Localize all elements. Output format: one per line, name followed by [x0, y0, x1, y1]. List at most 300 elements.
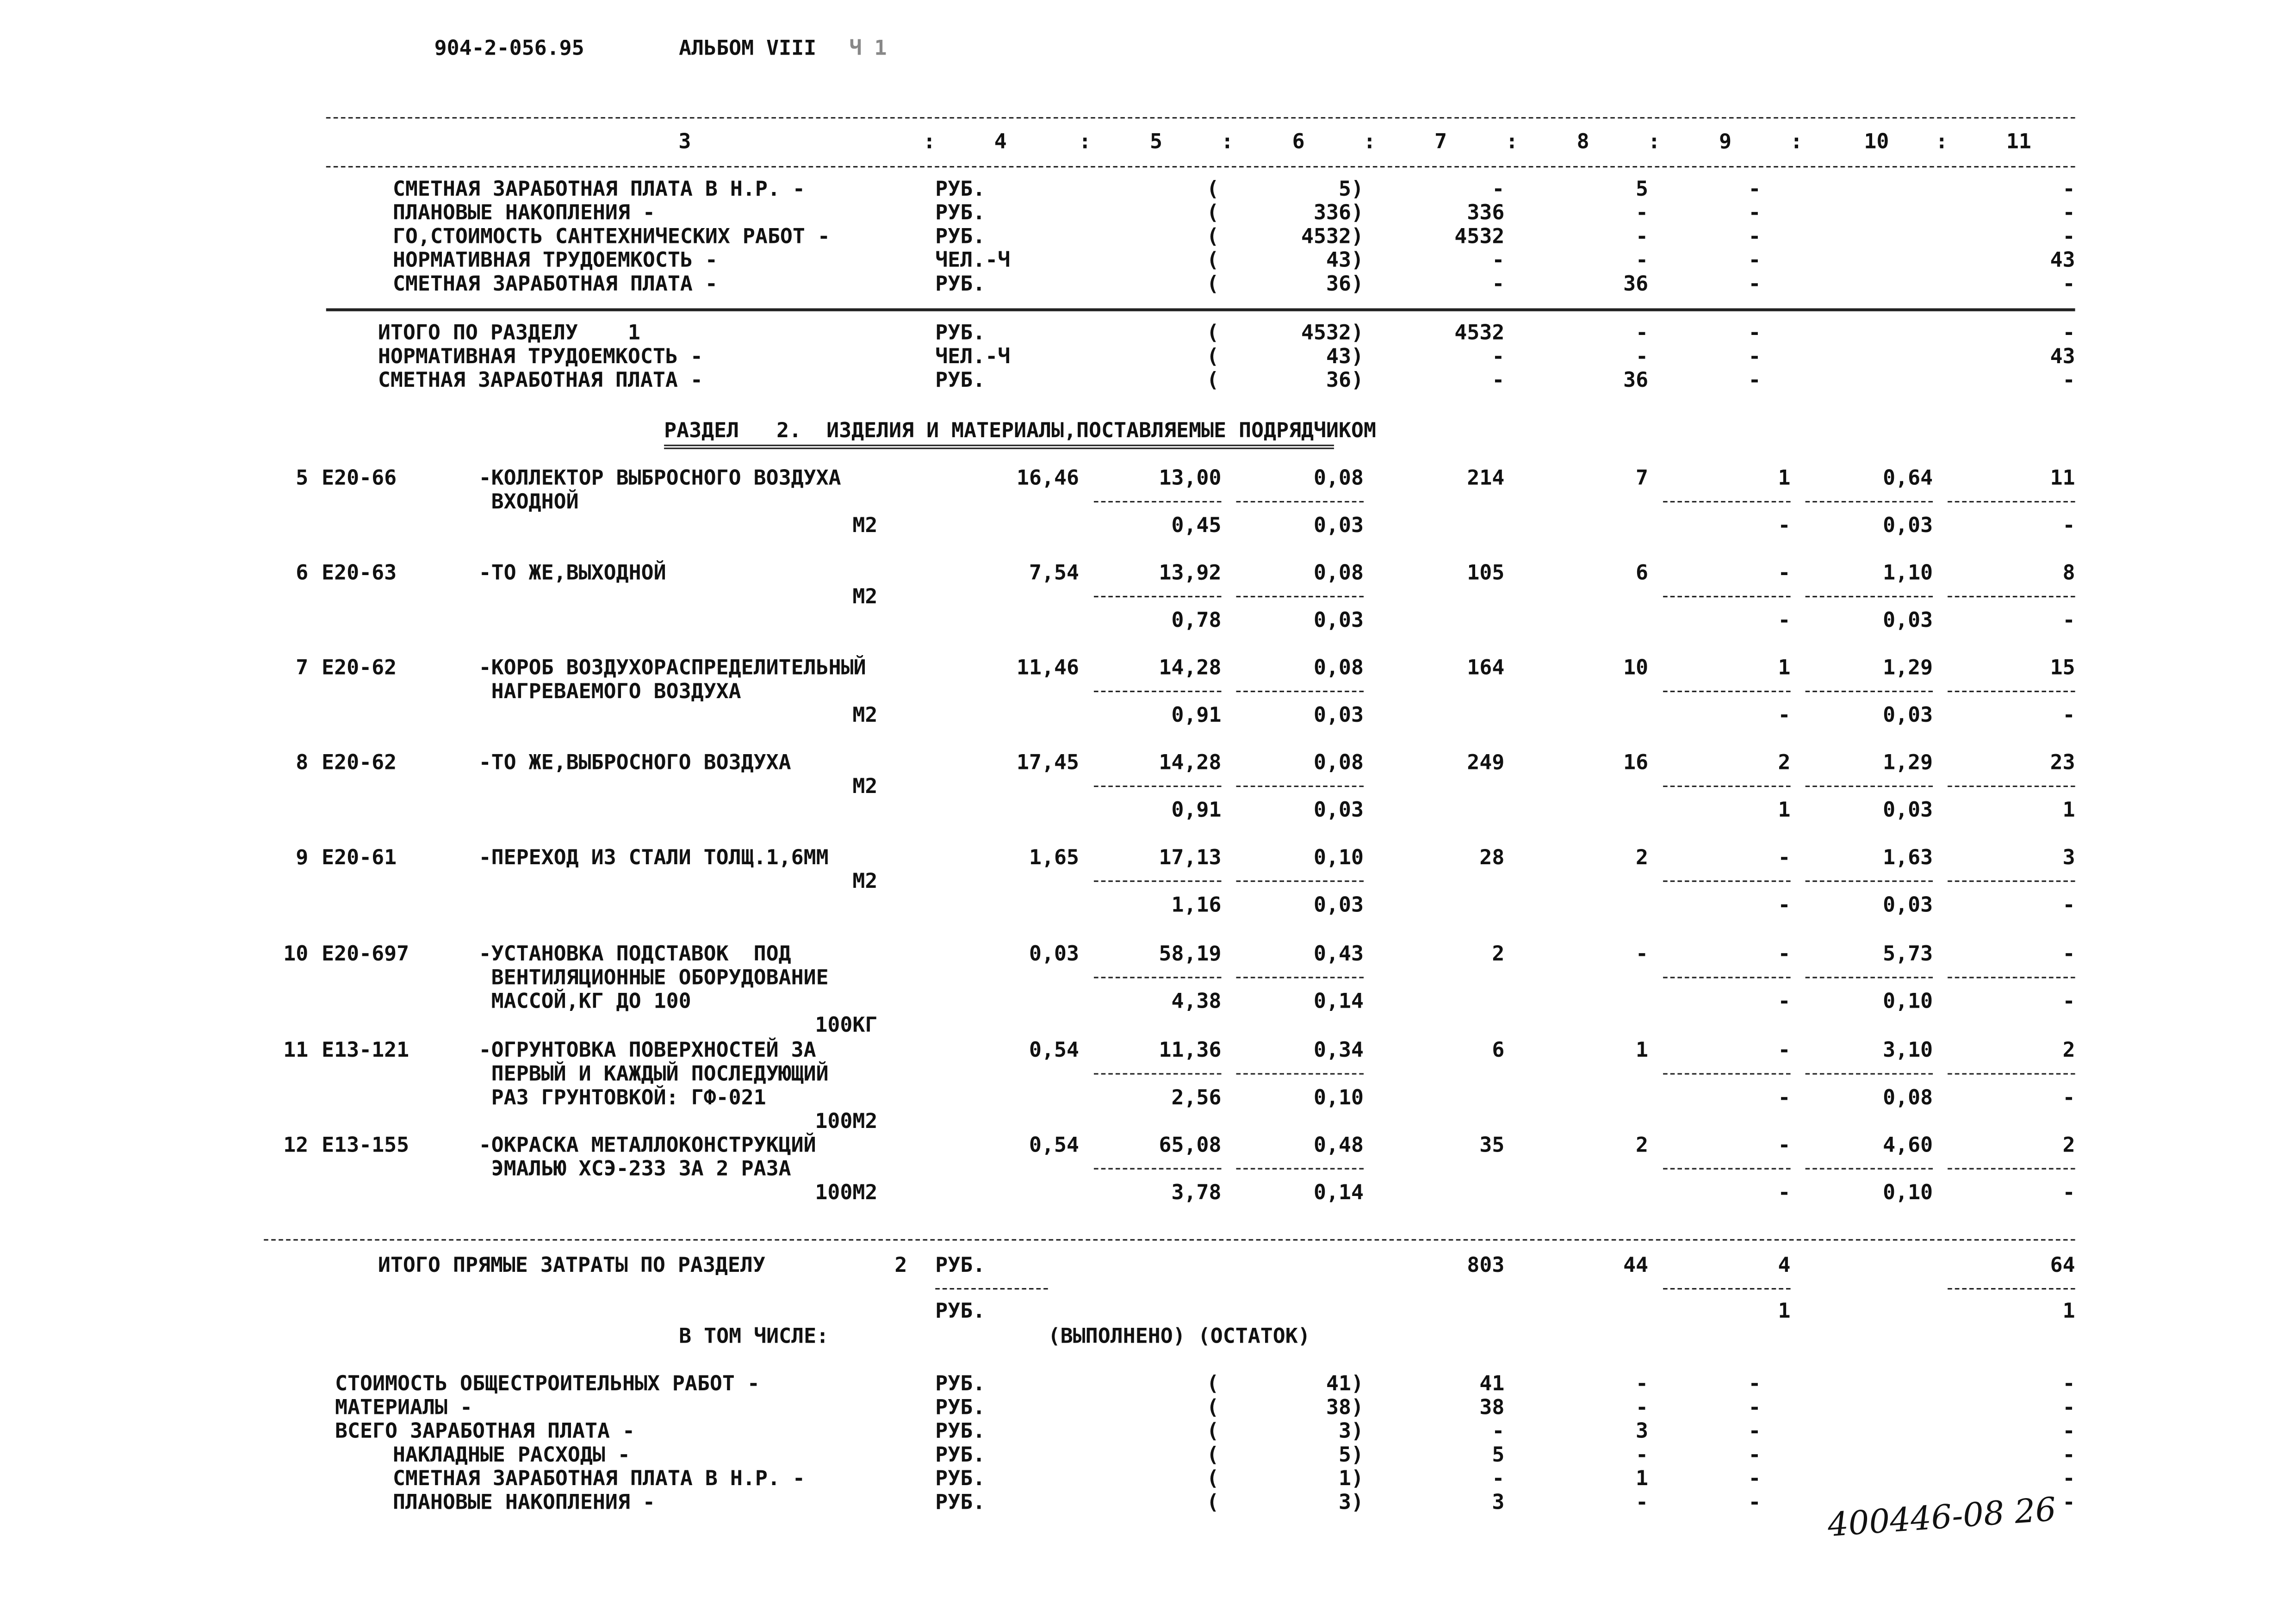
item-col6-rule	[1236, 880, 1364, 882]
item-col9: 1	[1778, 467, 1791, 491]
item-col9-rule	[1663, 501, 1790, 502]
item-col9-rule	[1663, 691, 1790, 692]
item-col5-sub: 3,78	[1171, 1181, 1222, 1205]
summary-amount: 1)	[1339, 1467, 1364, 1491]
summary-paren: (	[1206, 322, 1219, 346]
column-separator: :	[1505, 130, 1518, 155]
item-number: 8	[296, 751, 309, 775]
summary-col8: 1	[1636, 1467, 1649, 1491]
item-col11-rule	[1948, 977, 2075, 978]
album-part-mark: Ч 1	[849, 37, 887, 61]
item-col11: 11	[2050, 467, 2075, 491]
summary-col7: -	[1492, 249, 1505, 273]
item-col10-rule	[1806, 501, 1933, 502]
item-col9-sub: 1	[1778, 799, 1791, 823]
summary-col9: -	[1748, 1420, 1761, 1444]
item-unit: М2	[852, 775, 878, 799]
total-col8: 44	[1623, 1254, 1649, 1278]
item-col11-rule	[1948, 596, 2075, 597]
summary-col9: -	[1748, 273, 1761, 297]
summary-col8: 5	[1636, 178, 1649, 202]
summary-col7: -	[1492, 1467, 1505, 1491]
summary-unit: ЧЕЛ.-Ч	[935, 345, 1011, 369]
item-name-line: -ПЕРЕХОД ИЗ СТАЛИ ТОЛЩ.1,6ММ	[478, 846, 829, 870]
item-name-line: ЭМАЛЬЮ ХСЭ-233 ЗА 2 РАЗА	[478, 1158, 791, 1182]
item-col11: 15	[2050, 657, 2075, 681]
summary-label: НОРМАТИВНАЯ ТРУДОЕМКОСТЬ -	[378, 345, 703, 369]
item-col9-sub: -	[1778, 1181, 1791, 1205]
summary-col9: -	[1748, 249, 1761, 273]
item-col11: -	[2062, 942, 2075, 966]
item-col9-rule	[1663, 977, 1790, 978]
item-col4: 0,03	[1029, 942, 1080, 966]
section-2-title: РАЗДЕЛ 2. ИЗДЕЛИЯ И МАТЕРИАЛЫ,ПОСТАВЛЯЕМЫЕ ПОДРЯДЧИКОМ	[664, 419, 1377, 443]
item-col8: 1	[1636, 1039, 1649, 1063]
item-col6-sub: 0,03	[1314, 514, 1364, 538]
item-col5-sub: 4,38	[1171, 990, 1222, 1014]
total-unit-2: РУБ.	[935, 1300, 986, 1324]
summary-amount: 38)	[1326, 1396, 1364, 1420]
item-col5: 58,19	[1159, 942, 1222, 966]
column-number-7: 7	[1434, 130, 1447, 155]
column-separator: :	[1935, 130, 1948, 155]
summary-label: НОРМАТИВНАЯ ТРУДОЕМКОСТЬ -	[392, 249, 718, 273]
item-number: 6	[296, 562, 309, 586]
item-col11: 8	[2062, 562, 2075, 586]
item-col10: 3,10	[1883, 1039, 1933, 1063]
column-separator: :	[1790, 130, 1803, 155]
summary-amount: 36)	[1326, 369, 1364, 393]
item-name-line: -ОГРУНТОВКА ПОВЕРХНОСТЕЙ ЗА	[478, 1039, 816, 1063]
item-col10-rule	[1806, 691, 1933, 692]
item-col5: 14,28	[1159, 657, 1222, 681]
total-col11-rule	[1948, 1288, 2075, 1289]
summary-col7: -	[1492, 345, 1505, 369]
item-col6-rule	[1236, 501, 1364, 502]
summary-col11: -	[2062, 1372, 2075, 1396]
column-number-10: 10	[1864, 130, 1889, 155]
summary-amount: 3)	[1339, 1420, 1364, 1444]
item-number: 10	[283, 942, 309, 966]
including-label: В ТОМ ЧИСЛЕ:	[679, 1325, 829, 1349]
item-col10-sub: 0,03	[1883, 893, 1933, 918]
column-number-8: 8	[1576, 130, 1589, 155]
item-col8: 7	[1636, 467, 1649, 491]
summary-label: ГО,СТОИМОСТЬ САНТЕХНИЧЕСКИХ РАБОТ -	[392, 225, 830, 249]
item-col9: -	[1778, 942, 1791, 966]
item-col6-sub: 0,03	[1314, 704, 1364, 728]
item-col6: 0,08	[1314, 467, 1364, 491]
total-col11: 64	[2050, 1254, 2075, 1278]
summary-amount: 4532)	[1301, 322, 1364, 346]
summary-col8: -	[1636, 1396, 1649, 1420]
item-col6-rule	[1236, 596, 1364, 597]
summary-col7: -	[1492, 178, 1505, 202]
item-col9: 1	[1778, 657, 1791, 681]
summary-label: ВСЕГО ЗАРАБОТНАЯ ПЛАТА -	[335, 1420, 635, 1444]
item-col5: 65,08	[1159, 1134, 1222, 1158]
item-col10-rule	[1806, 977, 1933, 978]
item-col6-sub: 0,10	[1314, 1086, 1364, 1110]
item-name-line: -КОЛЛЕКТОР ВЫБРОСНОГО ВОЗДУХА	[478, 467, 841, 491]
column-separator: :	[1363, 130, 1376, 155]
item-col10-rule	[1806, 880, 1933, 882]
summary-unit: РУБ.	[935, 322, 986, 346]
item-col9: -	[1778, 846, 1791, 870]
item-col9: -	[1778, 1039, 1791, 1063]
item-col11: 23	[2050, 751, 2075, 775]
item-col5-sub: 0,45	[1171, 514, 1222, 538]
item-col11-rule	[1948, 880, 2075, 882]
item-name-line: -ТО ЖЕ,ВЫБРОСНОГО ВОЗДУХА	[478, 751, 791, 775]
item-col8: 10	[1623, 657, 1649, 681]
summary-col9: -	[1748, 1467, 1761, 1491]
item-name-line: ВХОДНОЙ	[478, 490, 579, 514]
item-col10-sub: 0,03	[1883, 799, 1933, 823]
column-separator: :	[1648, 130, 1661, 155]
item-col6: 0,43	[1314, 942, 1364, 966]
summary-col8: 36	[1623, 369, 1649, 393]
summary-label: СМЕТНАЯ ЗАРАБОТНАЯ ПЛАТА В Н.Р. -	[392, 1467, 805, 1491]
item-col10: 4,60	[1883, 1134, 1933, 1158]
item-col5-rule	[1094, 880, 1221, 882]
item-col9-sub: -	[1778, 609, 1791, 633]
item-code: Е20-66	[322, 467, 397, 491]
total-col9-rule	[1663, 1288, 1790, 1289]
summary-col7: -	[1492, 1420, 1505, 1444]
done-remaining-label: (ВЫПОЛНЕНО) (ОСТАТОК)	[1048, 1325, 1310, 1349]
item-col5-rule	[1094, 977, 1221, 978]
item-col7: 164	[1467, 657, 1505, 681]
summary-amount: 336)	[1314, 201, 1364, 225]
summary-label: ПЛАНОВЫЕ НАКОПЛЕНИЯ -	[392, 1491, 655, 1515]
total-col9-sub: 1	[1778, 1300, 1791, 1324]
summary-unit: РУБ.	[935, 1420, 986, 1444]
summary-col8: -	[1636, 322, 1649, 346]
item-col11-sub: 1	[2062, 799, 2075, 823]
item-col6-rule	[1236, 1168, 1364, 1170]
item-col11: 3	[2062, 846, 2075, 870]
column-separator: :	[1221, 130, 1234, 155]
summary-paren: (	[1206, 1443, 1219, 1468]
item-col5-rule	[1094, 691, 1221, 692]
item-col10-rule	[1806, 596, 1933, 597]
item-col5-sub: 2,56	[1171, 1086, 1222, 1110]
column-number-3: 3	[678, 130, 691, 155]
summary-label: СМЕТНАЯ ЗАРАБОТНАЯ ПЛАТА В Н.Р. -	[392, 178, 805, 202]
item-col6-rule	[1236, 977, 1364, 978]
summary-col11: -	[2062, 201, 2075, 225]
summary-unit: РУБ.	[935, 1372, 986, 1396]
item-col9-rule	[1663, 596, 1790, 597]
summary-col11: -	[2062, 1491, 2075, 1515]
item-name-line: -УСТАНОВКА ПОДСТАВОК ПОД	[478, 942, 791, 966]
summary-amount: 3)	[1339, 1491, 1364, 1515]
column-separator: :	[923, 130, 936, 155]
item-col10: 1,29	[1883, 657, 1933, 681]
summary-col8: 3	[1636, 1420, 1649, 1444]
item-col5: 14,28	[1159, 751, 1222, 775]
summary-paren: (	[1206, 1467, 1219, 1491]
item-col10: 1,10	[1883, 562, 1933, 586]
summary-unit: РУБ.	[935, 1491, 986, 1515]
summary-paren: (	[1206, 249, 1219, 273]
item-col11-sub: -	[2062, 1086, 2075, 1110]
summary-label: СТОИМОСТЬ ОБЩЕСТРОИТЕЛЬНЫХ РАБОТ -	[335, 1372, 760, 1396]
item-number: 7	[296, 657, 309, 681]
item-col4: 7,54	[1029, 562, 1080, 586]
summary-col7: 336	[1467, 201, 1505, 225]
item-col5-sub: 0,78	[1171, 609, 1222, 633]
item-col9-sub: -	[1778, 1086, 1791, 1110]
item-code: Е13-155	[322, 1134, 410, 1158]
total-section-number: 2	[894, 1254, 907, 1278]
item-col4: 0,54	[1029, 1134, 1080, 1158]
item-col6: 0,08	[1314, 562, 1364, 586]
item-col5: 11,36	[1159, 1039, 1222, 1063]
item-col6-rule	[1236, 691, 1364, 692]
summary-col11: -	[2062, 178, 2075, 202]
item-col5: 13,92	[1159, 562, 1222, 586]
summary-unit: РУБ.	[935, 1443, 986, 1468]
summary-col11: -	[2062, 369, 2075, 393]
summary-col11: -	[2062, 225, 2075, 249]
item-col8: -	[1636, 942, 1649, 966]
summary-col7: 4532	[1454, 225, 1505, 249]
item-col6-sub: 0,03	[1314, 799, 1364, 823]
item-col9: -	[1778, 1134, 1791, 1158]
summary-col9: -	[1748, 369, 1761, 393]
item-col4: 0,54	[1029, 1039, 1080, 1063]
item-col6-sub: 0,14	[1314, 990, 1364, 1014]
item-col6-sub: 0,03	[1314, 893, 1364, 918]
document-code: 904-2-056.95	[434, 37, 584, 61]
summary-col8: -	[1636, 345, 1649, 369]
summary-col9: -	[1748, 225, 1761, 249]
item-col8: 16	[1623, 751, 1649, 775]
item-col11-sub: -	[2062, 893, 2075, 918]
header-bottom-rule	[326, 166, 2075, 167]
item-unit: 100М2	[815, 1181, 878, 1205]
item-col4: 1,65	[1029, 846, 1080, 870]
item-col10-sub: 0,03	[1883, 609, 1933, 633]
item-col11-rule	[1948, 501, 2075, 502]
item-col10-sub: 0,03	[1883, 514, 1933, 538]
summary-col11: 43	[2050, 249, 2075, 273]
item-col8: 6	[1636, 562, 1649, 586]
summary-col9: -	[1748, 1443, 1761, 1468]
summary-amount: 43)	[1326, 249, 1364, 273]
item-col6: 0,48	[1314, 1134, 1364, 1158]
item-col10-rule	[1806, 1168, 1933, 1170]
item-col11-sub: -	[2062, 1181, 2075, 1205]
summary-col9: -	[1748, 178, 1761, 202]
item-code: Е13-121	[322, 1039, 410, 1063]
summary-amount: 36)	[1326, 273, 1364, 297]
item-col10-sub: 0,03	[1883, 704, 1933, 728]
item-col5-rule	[1094, 1168, 1221, 1170]
total-col9: 4	[1778, 1254, 1791, 1278]
item-number: 11	[283, 1039, 309, 1063]
summary-unit: РУБ.	[935, 1396, 986, 1420]
summary-amount: 5)	[1339, 178, 1364, 202]
item-col6-rule	[1236, 1073, 1364, 1074]
summary-col11: -	[2062, 1443, 2075, 1468]
item-col9-sub: -	[1778, 990, 1791, 1014]
summary-unit: РУБ.	[935, 225, 986, 249]
item-col6: 0,34	[1314, 1039, 1364, 1063]
summary-unit: ЧЕЛ.-Ч	[935, 249, 1011, 273]
item-col6: 0,08	[1314, 751, 1364, 775]
summary-col7: 3	[1492, 1491, 1505, 1515]
item-unit: М2	[852, 870, 878, 894]
item-col10: 0,64	[1883, 467, 1933, 491]
item-col9-rule	[1663, 880, 1790, 882]
summary-label: МАТЕРИАЛЫ -	[335, 1396, 472, 1420]
item-col11-rule	[1948, 691, 2075, 692]
summary-col9: -	[1748, 1491, 1761, 1515]
summary-col11: -	[2062, 1420, 2075, 1444]
item-code: Е20-61	[322, 846, 397, 870]
item-name-line: ПЕРВЫЙ И КАЖДЫЙ ПОСЛЕДУЮЩИЙ	[478, 1063, 829, 1087]
summary-col9: -	[1748, 1396, 1761, 1420]
item-number: 5	[296, 467, 309, 491]
item-col5-rule	[1094, 1073, 1221, 1074]
header-top-rule	[326, 117, 2075, 118]
summary-paren: (	[1206, 1491, 1219, 1515]
item-code: Е20-63	[322, 562, 397, 586]
item-col6: 0,08	[1314, 657, 1364, 681]
summary-col8: -	[1636, 225, 1649, 249]
item-col11-sub: -	[2062, 609, 2075, 633]
summary-paren: (	[1206, 201, 1219, 225]
total-col7: 803	[1467, 1254, 1505, 1278]
item-col4: 17,45	[1016, 751, 1080, 775]
item-code: Е20-62	[322, 657, 397, 681]
item-name-line: НАГРЕВАЕМОГО ВОЗДУХА	[478, 680, 741, 704]
item-col4: 16,46	[1016, 467, 1080, 491]
summary-col7: 41	[1479, 1372, 1505, 1396]
item-col11: 2	[2062, 1039, 2075, 1063]
summary-col7: 38	[1479, 1396, 1505, 1420]
item-col7: 214	[1467, 467, 1505, 491]
item-col11: 2	[2062, 1134, 2075, 1158]
item-col8: 2	[1636, 846, 1649, 870]
summary-amount: 43)	[1326, 345, 1364, 369]
total-unit-rule	[935, 1288, 1048, 1289]
item-col10-rule	[1806, 786, 1933, 787]
item-col5: 13,00	[1159, 467, 1222, 491]
summary-col11: -	[2062, 273, 2075, 297]
item-col11-sub: -	[2062, 704, 2075, 728]
total-col11-sub: 1	[2062, 1300, 2075, 1324]
summary-amount: 4532)	[1301, 225, 1364, 249]
summary-label: СМЕТНАЯ ЗАРАБОТНАЯ ПЛАТА -	[392, 273, 718, 297]
item-col11-rule	[1948, 1168, 2075, 1170]
item-col11-rule	[1948, 786, 2075, 787]
section-2-title-underline	[664, 445, 1334, 449]
item-col6: 0,10	[1314, 846, 1364, 870]
item-col11-sub: -	[2062, 514, 2075, 538]
item-col7: 6	[1492, 1039, 1505, 1063]
item-col9: 2	[1778, 751, 1791, 775]
item-col9-rule	[1663, 1073, 1790, 1074]
column-number-5: 5	[1150, 130, 1163, 155]
summary-col11: -	[2062, 1467, 2075, 1491]
album-title: АЛЬБОМ VIII	[679, 37, 817, 61]
summary-col7: -	[1492, 369, 1505, 393]
item-col5-rule	[1094, 501, 1221, 502]
summary-paren: (	[1206, 178, 1219, 202]
item-name-line: ВЕНТИЛЯЦИОННЫЕ ОБОРУДОВАНИЕ	[478, 966, 829, 991]
item-col9-rule	[1663, 1168, 1790, 1170]
summary-col9: -	[1748, 322, 1761, 346]
item-number: 12	[283, 1134, 309, 1158]
summary-col8: -	[1636, 201, 1649, 225]
summary-col11: -	[2062, 1396, 2075, 1420]
item-col5-sub: 0,91	[1171, 799, 1222, 823]
total-rule	[264, 1239, 2075, 1240]
item-col7: 249	[1467, 751, 1505, 775]
item-col5-sub: 1,16	[1171, 893, 1222, 918]
item-col5-rule	[1094, 786, 1221, 787]
summary-paren: (	[1206, 1396, 1219, 1420]
summary-paren: (	[1206, 273, 1219, 297]
item-col9-sub: -	[1778, 893, 1791, 918]
item-col7: 28	[1479, 846, 1505, 870]
item-col10-sub: 0,10	[1883, 990, 1933, 1014]
summary-label: ПЛАНОВЫЕ НАКОПЛЕНИЯ -	[392, 201, 655, 225]
item-code: Е20-697	[322, 942, 410, 966]
summary-paren: (	[1206, 345, 1219, 369]
item-col10: 1,29	[1883, 751, 1933, 775]
summary-amount: 5)	[1339, 1443, 1364, 1468]
item-col8: 2	[1636, 1134, 1649, 1158]
item-col7: 105	[1467, 562, 1505, 586]
item-col11-sub: -	[2062, 990, 2075, 1014]
summary-unit: РУБ.	[935, 178, 986, 202]
summary-col8: 36	[1623, 273, 1649, 297]
item-col10: 1,63	[1883, 846, 1933, 870]
item-col6-rule	[1236, 786, 1364, 787]
summary-label: ИТОГО ПО РАЗДЕЛУ 1	[378, 322, 640, 346]
total-unit: РУБ.	[935, 1254, 986, 1278]
summary-col8: -	[1636, 1372, 1649, 1396]
column-number-11: 11	[2006, 130, 2031, 155]
section-1-rule	[326, 308, 2075, 311]
item-col4: 11,46	[1016, 657, 1080, 681]
summary-col8: -	[1636, 1443, 1649, 1468]
item-col5: 17,13	[1159, 846, 1222, 870]
summary-unit: РУБ.	[935, 369, 986, 393]
item-col10: 5,73	[1883, 942, 1933, 966]
item-col7: 35	[1479, 1134, 1505, 1158]
column-number-9: 9	[1719, 130, 1732, 155]
summary-col9: -	[1748, 1372, 1761, 1396]
handwritten-sheet-number: 400446-08 26	[1826, 1492, 2058, 1545]
item-col10-sub: 0,10	[1883, 1181, 1933, 1205]
summary-col8: -	[1636, 249, 1649, 273]
summary-col8: -	[1636, 1491, 1649, 1515]
item-col5-sub: 0,91	[1171, 704, 1222, 728]
summary-col7: -	[1492, 273, 1505, 297]
summary-paren: (	[1206, 1372, 1219, 1396]
item-name-line: -ОКРАСКА МЕТАЛЛОКОНСТРУКЦИЙ	[478, 1134, 816, 1158]
item-name-line: -ТО ЖЕ,ВЫХОДНОЙ	[478, 562, 666, 586]
summary-col7: 4532	[1454, 322, 1505, 346]
summary-col9: -	[1748, 345, 1761, 369]
summary-label: НАКЛАДНЫЕ РАСХОДЫ -	[392, 1443, 630, 1468]
